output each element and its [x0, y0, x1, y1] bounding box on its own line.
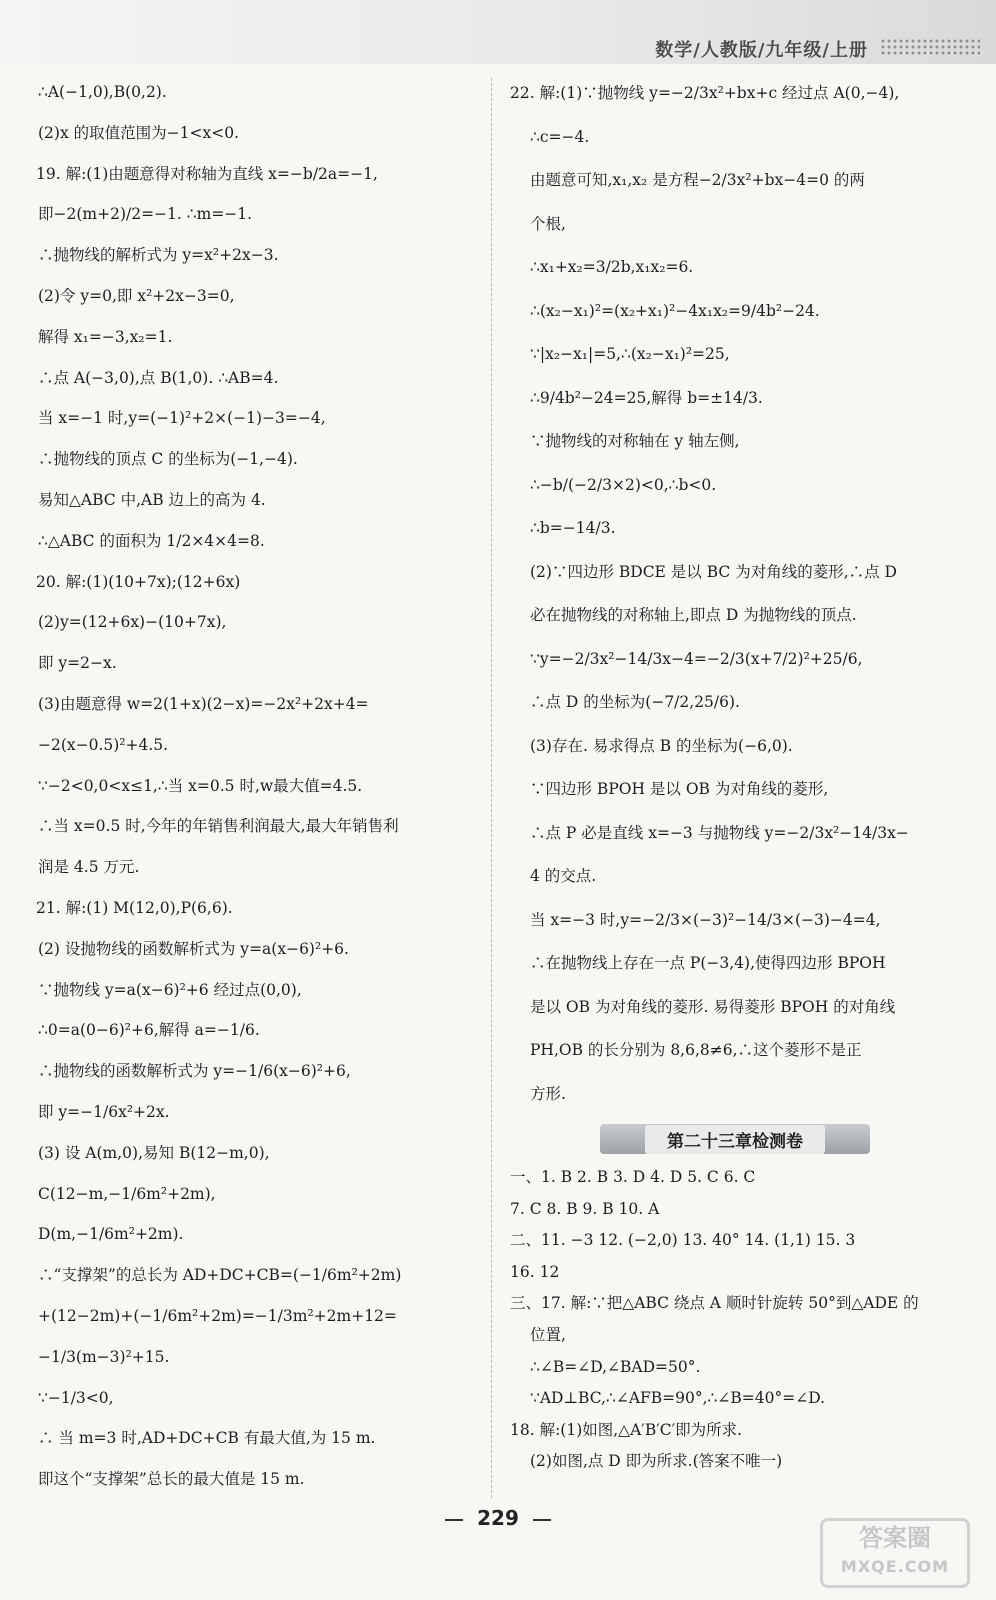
text-line: ∵四边形 BPOH 是以 OB 为对角线的菱形,	[530, 780, 829, 798]
text-line: ∴抛物线的函数解析式为 y=−1/6(x−6)²+6,	[38, 1062, 351, 1081]
text-line: D(m,−1/6m²+2m).	[38, 1225, 184, 1244]
text-line: (2)x 的取值范围为−1<x<0.	[38, 123, 239, 142]
text-line: (3)由题意得 w=2(1+x)(2−x)=−2x²+2x+4=	[38, 694, 369, 713]
text-line: 一、1. B 2. B 3. D 4. D 5. C 6. C	[510, 1168, 756, 1186]
text-line: ∴“支撑架”的总长为 AD+DC+CB=(−1/6m²+2m)	[38, 1266, 402, 1285]
text-line: ∴9/4b²−24=25,解得 b=±14/3.	[530, 388, 763, 407]
text-line: 即−2(m+2)/2=−1. ∴m=−1.	[38, 205, 253, 224]
text-line: 易知△ABC 中,AB 边上的高为 4.	[38, 490, 266, 509]
text-line: 润是 4.5 万元.	[38, 858, 140, 877]
text-line: (2)y=(12+6x)−(10+7x),	[38, 613, 227, 632]
text-line: 21. 解:(1) M(12,0),P(6,6).	[36, 898, 233, 917]
chapter-test-banner	[600, 1124, 870, 1154]
page-number: 229	[0, 1506, 996, 1530]
text-line: 个根,	[530, 214, 566, 233]
text-line: ∴△ABC 的面积为 1/2×4×4=8.	[38, 531, 265, 550]
text-line: (2)如图,点 D 即为所求.(答案不唯一)	[530, 1452, 783, 1471]
text-line: 即 y=−1/6x²+2x.	[38, 1102, 170, 1121]
text-line: +(12−2m)+(−1/6m²+2m)=−1/3m²+2m+12=	[38, 1306, 397, 1325]
text-line: ∵−2<0,0<x≤1,∴当 x=0.5 时,w最大值=4.5.	[38, 776, 363, 795]
text-line: (2)令 y=0,即 x²+2x−3=0,	[38, 286, 235, 305]
text-line: ∵AD⊥BC,∴∠AFB=90°,∴∠B=40°=∠D.	[530, 1389, 826, 1408]
text-line: (3) 设 A(m,0),易知 B(12−m,0),	[38, 1143, 270, 1162]
text-line: 即 y=2−x.	[38, 654, 117, 673]
watermark-url: MXQE.COM	[840, 1557, 950, 1576]
text-line: ∴c=−4.	[530, 127, 590, 146]
chapter-test-answers	[510, 1162, 965, 1478]
text-line: 位置,	[530, 1325, 566, 1344]
text-line: (3)存在. 易求得点 B 的坐标为(−6,0).	[530, 736, 793, 755]
text-line: ∴(x₂−x₁)²=(x₂+x₁)²−4x₁x₂=9/4b²−24.	[530, 301, 820, 320]
text-line: ∴b=−14/3.	[530, 519, 616, 537]
text-line: 7. C 8. B 9. B 10. A	[510, 1199, 660, 1218]
right-column	[510, 72, 965, 1478]
text-line: ∴A(−1,0),B(0,2).	[38, 83, 167, 101]
text-line: ∴抛物线的解析式为 y=x²+2x−3.	[38, 246, 279, 265]
text-line: ∴x₁+x₂=3/2b,x₁x₂=6.	[530, 258, 694, 276]
text-line: 19. 解:(1)由题意得对称轴为直线 x=−b/2a=−1,	[36, 164, 378, 183]
text-line: 4 的交点.	[530, 867, 597, 885]
text-line: 18. 解:(1)如图,△A′B′C′即为所求.	[510, 1420, 743, 1439]
text-line: 16. 12	[510, 1262, 560, 1281]
text-line: 方形.	[530, 1084, 566, 1103]
text-line: 解得 x₁=−3,x₂=1.	[38, 327, 173, 346]
text-line: 20. 解:(1)(10+7x);(12+6x)	[36, 572, 241, 591]
text-line: C(12−m,−1/6m²+2m),	[38, 1184, 216, 1203]
text-line: ∴点 A(−3,0),点 B(1,0). ∴AB=4.	[38, 368, 279, 387]
text-line: ∴ 当 m=3 时,AD+DC+CB 有最大值,为 15 m.	[38, 1429, 376, 1448]
chapter-test-title: 第二十三章检测卷	[645, 1125, 825, 1154]
text-line: ∴点 P 必是直线 x=−3 与抛物线 y=−2/3x²−14/3x−	[530, 823, 909, 842]
text-line: 必在抛物线的对称轴上,即点 D 为抛物线的顶点.	[530, 606, 857, 624]
text-line: PH,OB 的长分别为 8,6,8≠6,∴这个菱形不是正	[530, 1041, 862, 1059]
text-line: 三、17. 解:∵把△ABC 绕点 A 顺时针旋转 50°到△ADE 的	[510, 1294, 919, 1313]
text-line: ∵抛物线的对称轴在 y 轴左侧,	[530, 432, 740, 450]
text-line: 是以 OB 为对角线的菱形. 易得菱形 BPOH 的对角线	[530, 997, 896, 1016]
watermark-brand: 答案圈	[859, 1524, 931, 1552]
text-line: ∵抛物线 y=a(x−6)²+6 经过点(0,0),	[38, 980, 302, 999]
text-line: 当 x=−1 时,y=(−1)²+2×(−1)−3=−4,	[38, 409, 326, 428]
watermark-logo	[820, 1518, 970, 1588]
text-line: ∴0=a(0−6)²+6,解得 a=−1/6.	[38, 1021, 260, 1040]
text-line: 由题意可知,x₁,x₂ 是方程−2/3x²+bx−4=0 的两	[530, 171, 865, 189]
text-line: 当 x=−3 时,y=−2/3×(−3)²−14/3×(−3)−4=4,	[530, 910, 881, 929]
book-title: 数学/人教版/九年级/上册	[655, 40, 868, 61]
problem-22	[510, 72, 965, 1116]
text-line: ∴−b/(−2/3×2)<0,∴b<0.	[530, 475, 717, 494]
text-line: ∴∠B=∠D,∠BAD=50°.	[530, 1357, 701, 1376]
header-dot-pattern	[880, 38, 980, 56]
text-line: 22. 解:(1)∵抛物线 y=−2/3x²+bx+c 经过点 A(0,−4),	[510, 84, 900, 102]
left-column	[36, 72, 476, 1500]
text-line: ∵|x₂−x₁|=5,∴(x₂−x₁)²=25,	[530, 345, 730, 363]
text-line: 即这个“支撑架”总长的最大值是 15 m.	[38, 1470, 305, 1489]
text-line: ∵y=−2/3x²−14/3x−4=−2/3(x+7/2)²+25/6,	[530, 649, 863, 668]
text-line: ∴点 D 的坐标为(−7/2,25/6).	[530, 693, 740, 711]
text-line: (2)∵四边形 BDCE 是以 BC 为对角线的菱形,∴点 D	[530, 562, 897, 581]
text-line: 二、11. −3 12. (−2,0) 13. 40° 14. (1,1) 15. 3	[510, 1231, 856, 1250]
text-line: −2(x−0.5)²+4.5.	[38, 735, 169, 754]
text-line: ∵−1/3<0,	[38, 1388, 114, 1407]
text-line: ∴在抛物线上存在一点 P(−3,4),使得四边形 BPOH	[530, 954, 886, 972]
column-divider	[491, 78, 492, 1498]
text-line: ∴抛物线的顶点 C 的坐标为(−1,−4).	[38, 450, 298, 469]
text-line: ∴当 x=0.5 时,今年的年销售利润最大,最大年销售利	[38, 817, 399, 836]
text-line: −1/3(m−3)²+15.	[38, 1347, 170, 1366]
text-line: (2) 设抛物线的函数解析式为 y=a(x−6)²+6.	[38, 939, 349, 958]
